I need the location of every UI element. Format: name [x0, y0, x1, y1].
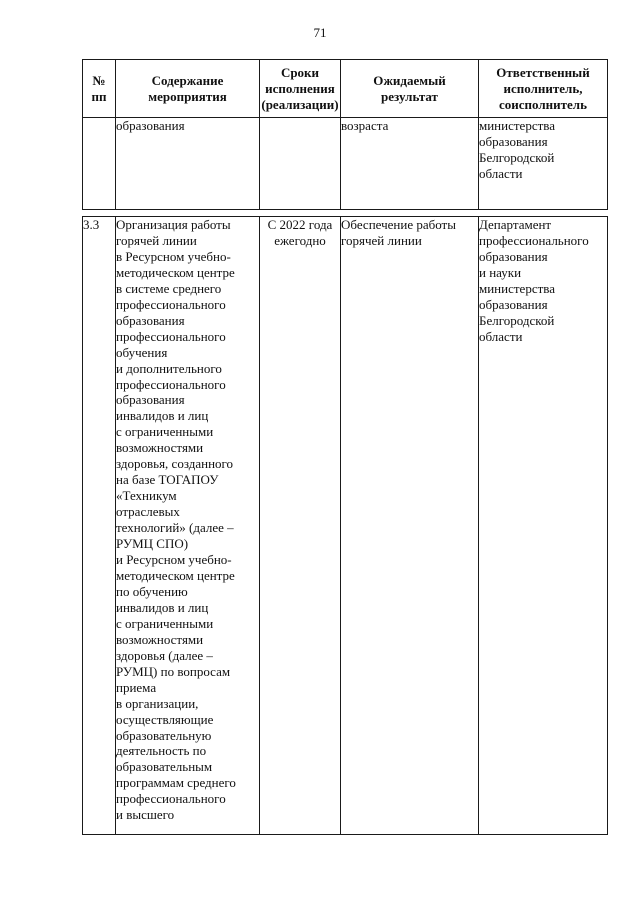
text-line: в системе среднего	[116, 280, 222, 296]
text-line: образования	[479, 248, 548, 264]
table-header-row	[83, 60, 608, 118]
text-line: с ограниченными	[116, 424, 214, 440]
text-line: здоровья, созданного	[116, 456, 234, 472]
text-line: с ограниченными	[116, 615, 214, 631]
text-line: приема	[116, 679, 157, 695]
page-number: 71	[313, 25, 327, 40]
text-line: возраста	[341, 118, 389, 133]
text-line: осуществляющие	[116, 711, 214, 727]
text-line: РУМЦ) по вопросам	[116, 663, 231, 679]
text-line: по обучению	[116, 583, 188, 599]
table-row-gap	[83, 210, 608, 217]
text-line: №	[92, 72, 106, 88]
text-line: пп	[91, 88, 107, 104]
text-line: программам среднего	[116, 775, 236, 791]
text-line: и науки	[479, 264, 522, 280]
text-line: области	[479, 328, 523, 344]
text-line: исполнения	[265, 80, 335, 96]
text-line: образования	[116, 312, 185, 328]
text-line: образования	[116, 392, 185, 408]
text-line: министерства	[479, 280, 556, 296]
text-line: и Ресурсном учебно-	[116, 552, 232, 568]
header-content	[116, 60, 260, 118]
cell-deadline	[260, 217, 341, 835]
cell-number: 3.3	[83, 217, 116, 835]
cell-executor	[479, 118, 608, 210]
text-line: образования	[116, 118, 185, 133]
text-line: на базе ТОГАПОУ	[116, 472, 219, 488]
text-line: отраслевых	[116, 504, 180, 520]
text-line: горячей линии	[116, 232, 197, 248]
text-line: РУМЦ СПО)	[116, 536, 189, 552]
text-line: и дополнительного	[116, 360, 222, 376]
text-line: Белгородской	[479, 149, 555, 165]
text-line: инвалидов и лиц	[116, 599, 209, 615]
text-line: методическом центре	[116, 567, 235, 583]
table-row-continuation	[83, 118, 608, 210]
cell-result	[341, 217, 479, 835]
text-line: С 2022 года	[267, 217, 333, 232]
text-line: в организации,	[116, 695, 199, 711]
text-line: образования	[479, 133, 548, 149]
text-line: профессионального	[479, 232, 589, 248]
text-line: Департамент	[479, 217, 552, 232]
text-line: Сроки	[280, 64, 320, 80]
header-result	[341, 60, 479, 118]
text-line: профессионального	[116, 328, 226, 344]
text-line: в Ресурсном учебно-	[116, 248, 231, 264]
text-line: Ожидаемый	[373, 72, 446, 88]
text-line: возможностями	[116, 631, 204, 647]
text-line: мероприятия	[148, 88, 227, 104]
text-line: инвалидов и лиц	[116, 408, 209, 424]
text-line: Ответственный	[496, 64, 590, 80]
text-line: методическом центре	[116, 264, 235, 280]
text-line: (реализации)	[261, 96, 339, 112]
table-row-3-3	[83, 217, 608, 835]
text-line: профессионального	[116, 296, 226, 312]
text-line: Белгородской	[479, 312, 555, 328]
text-line: Обеспечение работы	[341, 217, 456, 232]
text-line: возможностями	[116, 440, 204, 456]
text-line: Организация работы	[116, 217, 231, 232]
text-line: горячей линии	[341, 232, 422, 248]
text-line: результат	[381, 88, 438, 104]
text-line: обучения	[116, 344, 168, 360]
text-line: «Техникум	[116, 488, 177, 504]
text-line: области	[479, 165, 523, 181]
cell-content	[116, 118, 260, 210]
header-deadline	[260, 60, 341, 118]
header-number	[83, 60, 116, 118]
text-line: здоровья (далее –	[116, 647, 213, 663]
text-line: деятельность по	[116, 743, 207, 759]
header-executor	[479, 60, 608, 118]
text-line: Содержание	[151, 72, 224, 88]
text-line: министерства	[479, 118, 556, 133]
text-line: и высшего	[116, 807, 175, 823]
measures-table	[82, 59, 608, 835]
cell-executor	[479, 217, 608, 835]
text-line: образовательным	[116, 759, 213, 775]
text-line: ежегодно	[274, 232, 326, 248]
text-line: исполнитель,	[503, 80, 583, 96]
text-line: образования	[479, 296, 548, 312]
cell-content	[116, 217, 260, 835]
text-line: соисполнитель	[499, 96, 587, 112]
cell-number	[83, 118, 116, 210]
cell-deadline	[260, 118, 341, 210]
cell-result	[341, 118, 479, 210]
text-line: технологий» (далее –	[116, 520, 234, 536]
text-line: профессионального	[116, 376, 226, 392]
text-line: профессионального	[116, 791, 226, 807]
text-line: образовательную	[116, 727, 212, 743]
